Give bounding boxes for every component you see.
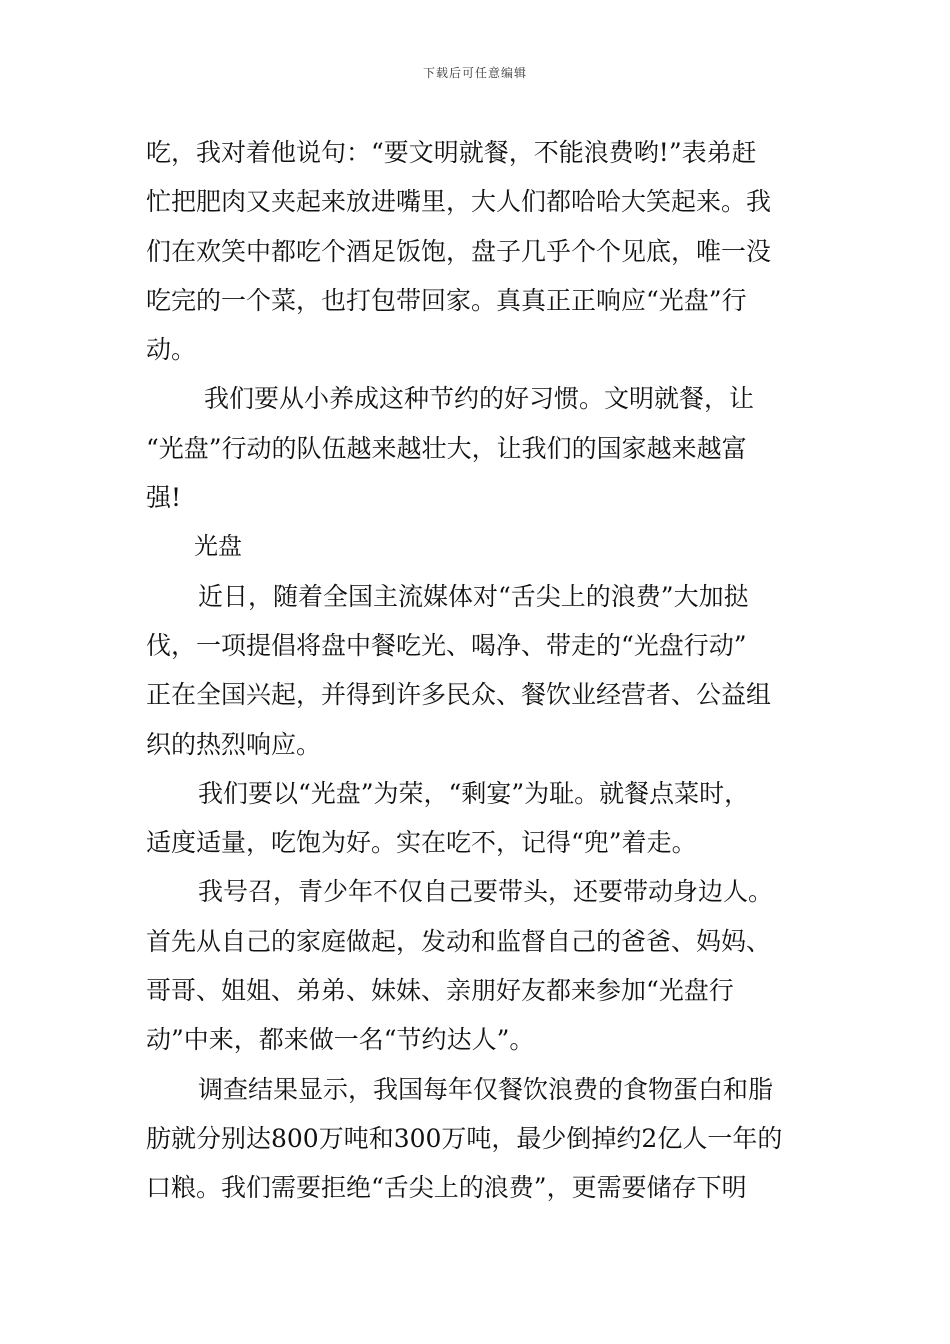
text-line: 吃完的一个菜，也打包带回家。真真正正响应“光盘”行 [146, 285, 747, 315]
text-line: 正在全国兴起，并得到许多民众、餐饮业经营者、公益组 [146, 680, 772, 710]
page-header: 下载后可任意编辑 [422, 66, 527, 80]
text-line: 近日，随着全国主流媒体对“舌尖上的浪费”大加挞 [198, 581, 749, 611]
text-line: 动。 [146, 335, 197, 365]
text-line: 织的热烈响应。 [146, 729, 322, 759]
section-title: 光盘 [194, 532, 242, 561]
text-line: 调查结果显示，我国每年仅餐饮浪费的食物蛋白和脂 [198, 1074, 774, 1104]
text-line: 首先从自己的家庭做起，发动和监督自己的爸爸、妈妈、 [146, 926, 772, 956]
document-body [146, 128, 810, 1213]
text-line: 强! [146, 483, 182, 513]
text-line: 肪就分别达800万吨和300万吨，最少倒掉约2亿人一年的 [146, 1123, 783, 1153]
text-line: 伐，一项提倡将盘中餐吃光、喝净、带走的“光盘行动” [146, 630, 747, 660]
text-line: “光盘”行动的队伍越来越壮大，让我们的国家越来越富 [146, 433, 747, 463]
text-line: 们在欢笑中都吃个酒足饭饱，盘子几乎个个见底，唯一没 [146, 236, 772, 266]
text-line: 我号召，青少年不仅自己要带头，还要带动身边人。 [198, 877, 774, 907]
text-line: 口粮。我们需要拒绝“舌尖上的浪费”，更需要储存下明 [146, 1173, 747, 1203]
text-line: 我们要从小养成这种节约的好习惯。文明就餐，让 [204, 384, 755, 414]
text-line: 哥哥、姐姐、弟弟、妹妹、亲朋好友都来参加“光盘行 [146, 976, 734, 1006]
text-line: 吃，我对着他说句：“要文明就餐，不能浪费哟!”表弟赶 [146, 138, 757, 167]
text-line: 动”中来，都来做一名“节约达人”。 [146, 1025, 535, 1055]
text-line: 忙把肥肉又夹起来放进嘴里，大人们都哈哈大笑起来。我 [146, 187, 772, 217]
text-line: 我们要以“光盘”为荣，“剩宴”为耻。就餐点菜时， [198, 778, 750, 808]
text-line: 适度适量，吃饱为好。实在吃不，记得“兜”着走。 [146, 828, 697, 858]
